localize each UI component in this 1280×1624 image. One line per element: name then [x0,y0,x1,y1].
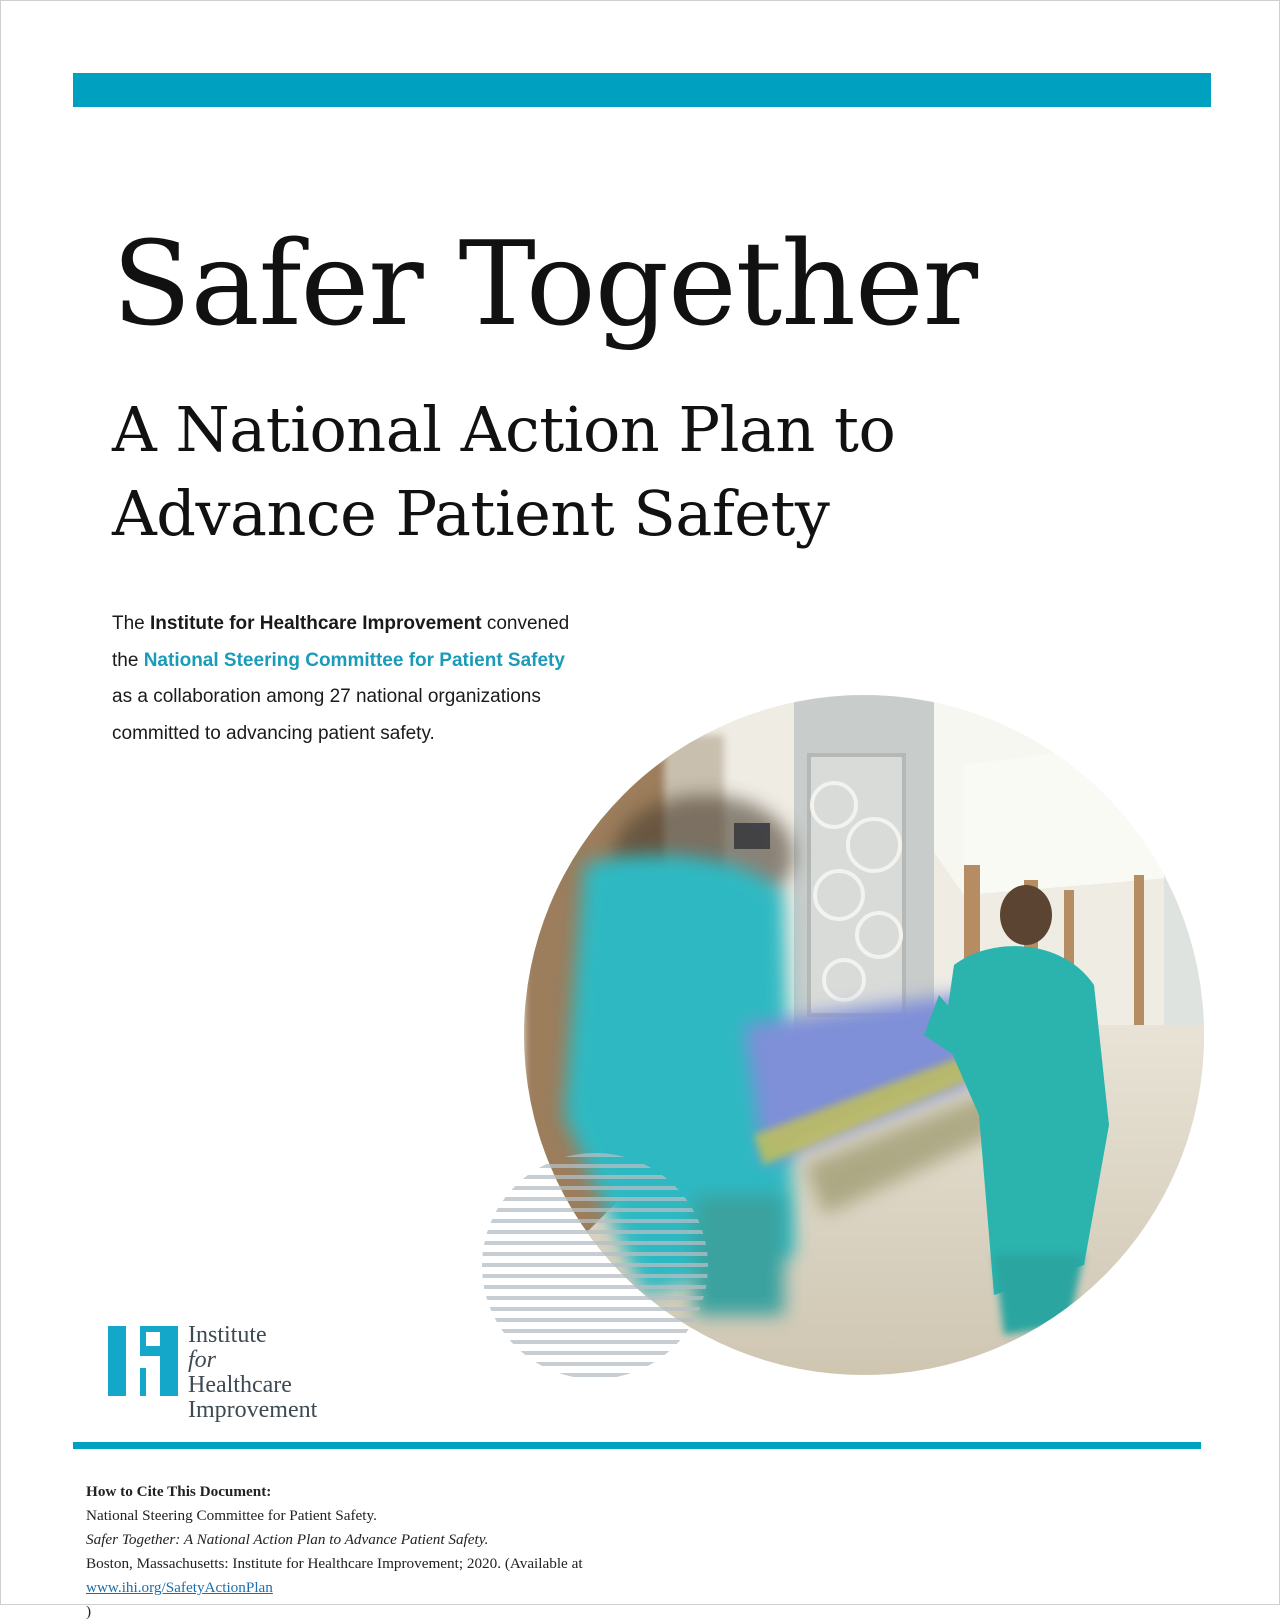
intro-paragraph [112,606,672,752]
intro-line-3: as a collaboration among 27 national organizations [112,686,541,707]
subtitle-line-2: Advance Patient Safety [112,477,830,550]
citation-text: National Steering Committee for Patient Safety. [86,1507,377,1524]
intro-text: convened [481,613,570,634]
citation-line-1 [86,1480,1216,1552]
logo-line-1 [188,1323,317,1373]
citation [86,1480,1216,1624]
logo-line-2: Healthcare [188,1372,292,1398]
ihi-logo-icon [108,1326,178,1396]
top-accent-bar [73,73,1211,107]
intro-line-2 [112,650,565,671]
logo-line-3: Improvement [188,1397,318,1423]
committee-link[interactable]: National Steering Committee for Patient Safety [143,649,565,671]
ihi-logo [108,1322,368,1423]
logo-word: Institute [188,1322,267,1348]
document-subtitle [112,388,895,556]
logo-wordmark [188,1323,317,1423]
organization-name: Institute for Healthcare Improvement [150,613,482,634]
intro-line-1 [112,613,569,634]
logo-word-italic: for [188,1347,217,1373]
intro-text: The [112,613,151,634]
bottom-accent-bar [73,1442,1201,1449]
citation-link[interactable]: www.ihi.org/SafetyActionPlan [86,1579,273,1596]
striped-circle-decoration [482,1153,708,1379]
subtitle-line-1: A National Action Plan to [112,393,896,466]
citation-line-2 [86,1552,1216,1624]
intro-text: the [112,649,144,671]
intro-line-4: committed to advancing patient safety. [112,722,435,744]
citation-text: Boston, Massachusetts: Institute for Healthcare Improvement; 2020. (Available at [86,1555,583,1572]
document-title: Safer Together [112,217,978,352]
citation-label: How to Cite This Document: [86,1483,272,1500]
citation-text: ) [86,1603,92,1620]
citation-title: Safer Together: A National Action Plan to Advance Patient Safety. [86,1531,489,1548]
